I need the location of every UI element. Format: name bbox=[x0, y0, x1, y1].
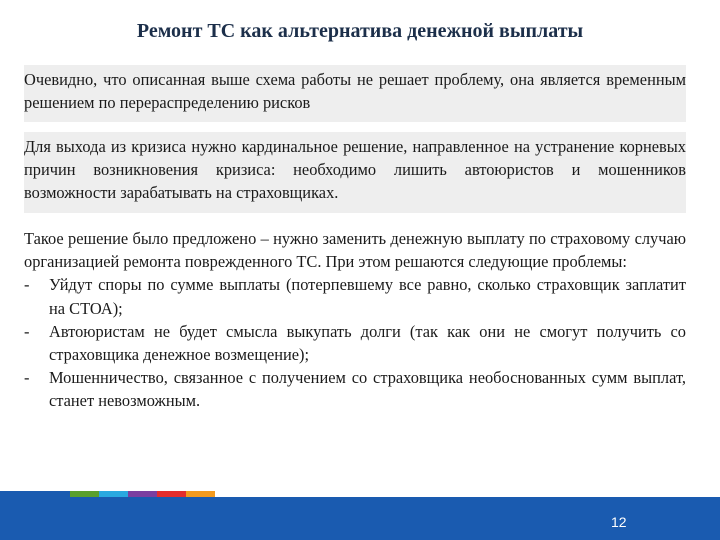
bullet-text: Мошенничество, связанное с получением со страховщика необоснованных сумм выплат, станет невозможным. bbox=[49, 368, 686, 411]
bullet-dash: - bbox=[24, 368, 30, 388]
list-item bbox=[24, 273, 686, 319]
slide-title: Ремонт ТС как альтернатива денежной выплаты bbox=[136, 20, 584, 42]
list-item bbox=[24, 320, 686, 366]
page-number: 12 bbox=[611, 514, 627, 530]
intro-paragraph: Такое решение было предложено – нужно заменить денежную выплату по страховому случаю организацией ремонта поврежденного ТС. При этом решаются следующие проблемы: bbox=[24, 229, 686, 272]
block2-text: Для выхода из кризиса нужно кардинальное решение, направленное на устранение корневых причин возникновения кризиса: необходимо лишить автоюристов и мошенников возможности зарабатывать на страховщиках. bbox=[24, 137, 686, 203]
highlight-block-2 bbox=[24, 132, 686, 213]
bullet-text: Автоюристам не будет смысла выкупать долги (так как они не смогут получить со страховщика денежное возмещение); bbox=[49, 321, 686, 365]
bullet-dash: - bbox=[24, 321, 30, 341]
highlight-block-1 bbox=[24, 65, 686, 122]
main-text bbox=[24, 227, 686, 413]
bullet-text: Уйдут споры по сумме выплаты (потерпевшему все равно, сколько страховщик заплатит на СТОА); bbox=[49, 275, 686, 318]
bullet-dash: - bbox=[24, 275, 30, 295]
block1-text: Очевидно, что описанная выше схема работы не решает проблему, она является временным решением по перераспределению рисков bbox=[24, 70, 686, 113]
list-item bbox=[24, 366, 686, 412]
